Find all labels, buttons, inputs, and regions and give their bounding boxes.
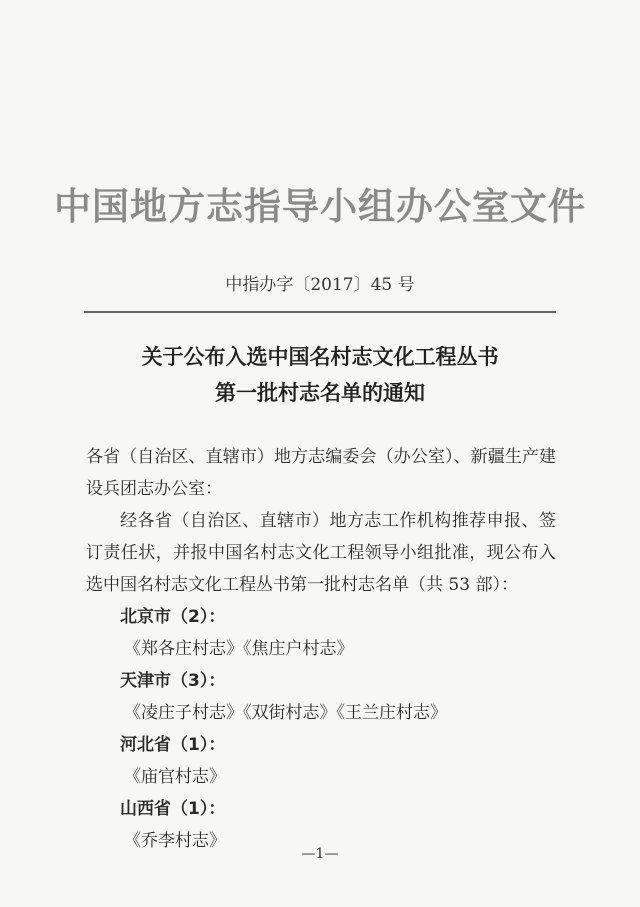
body-paragraph: 经各省（自治区、直辖市）地方志工作机构推荐申报、签订责任状，并报中国名村志文化工程领导小组批准，现公布入选中国名村志文化工程丛书第一批村志名单（共 53 部）：: [86, 511, 556, 595]
header-divider: [84, 311, 556, 313]
books-beijing: 《郑各庄村志》《焦庄户村志》: [124, 639, 354, 659]
page-number: —1—: [301, 846, 339, 862]
province-hebei: 河北省（1）：: [120, 735, 226, 755]
title-line-1: 关于公布入选中国名村志文化工程丛书: [141, 344, 499, 369]
document-header: 中国地方志指导小组办公室文件: [54, 185, 586, 228]
document-number: 中指办字〔2017〕45 号: [225, 275, 415, 295]
province-tianjin: 天津市（3）：: [120, 671, 226, 691]
title-line-2: 第一批村志名单的通知: [215, 380, 425, 405]
province-shanxi: 山西省（1）：: [120, 799, 226, 819]
notice-title: [0, 339, 640, 411]
books-hebei: 《庙官村志》: [124, 767, 226, 787]
books-tianjin: 《凌庄子村志》《双街村志》《王兰庄村志》: [124, 703, 447, 723]
notice-body: [86, 441, 556, 857]
province-beijing: 北京市（2）：: [120, 607, 226, 627]
books-shanxi: 《乔李村志》: [124, 831, 226, 851]
salutation: 各省（自治区、直辖市）地方志编委会（办公室）、新疆生产建设兵团志办公室：: [86, 447, 556, 499]
